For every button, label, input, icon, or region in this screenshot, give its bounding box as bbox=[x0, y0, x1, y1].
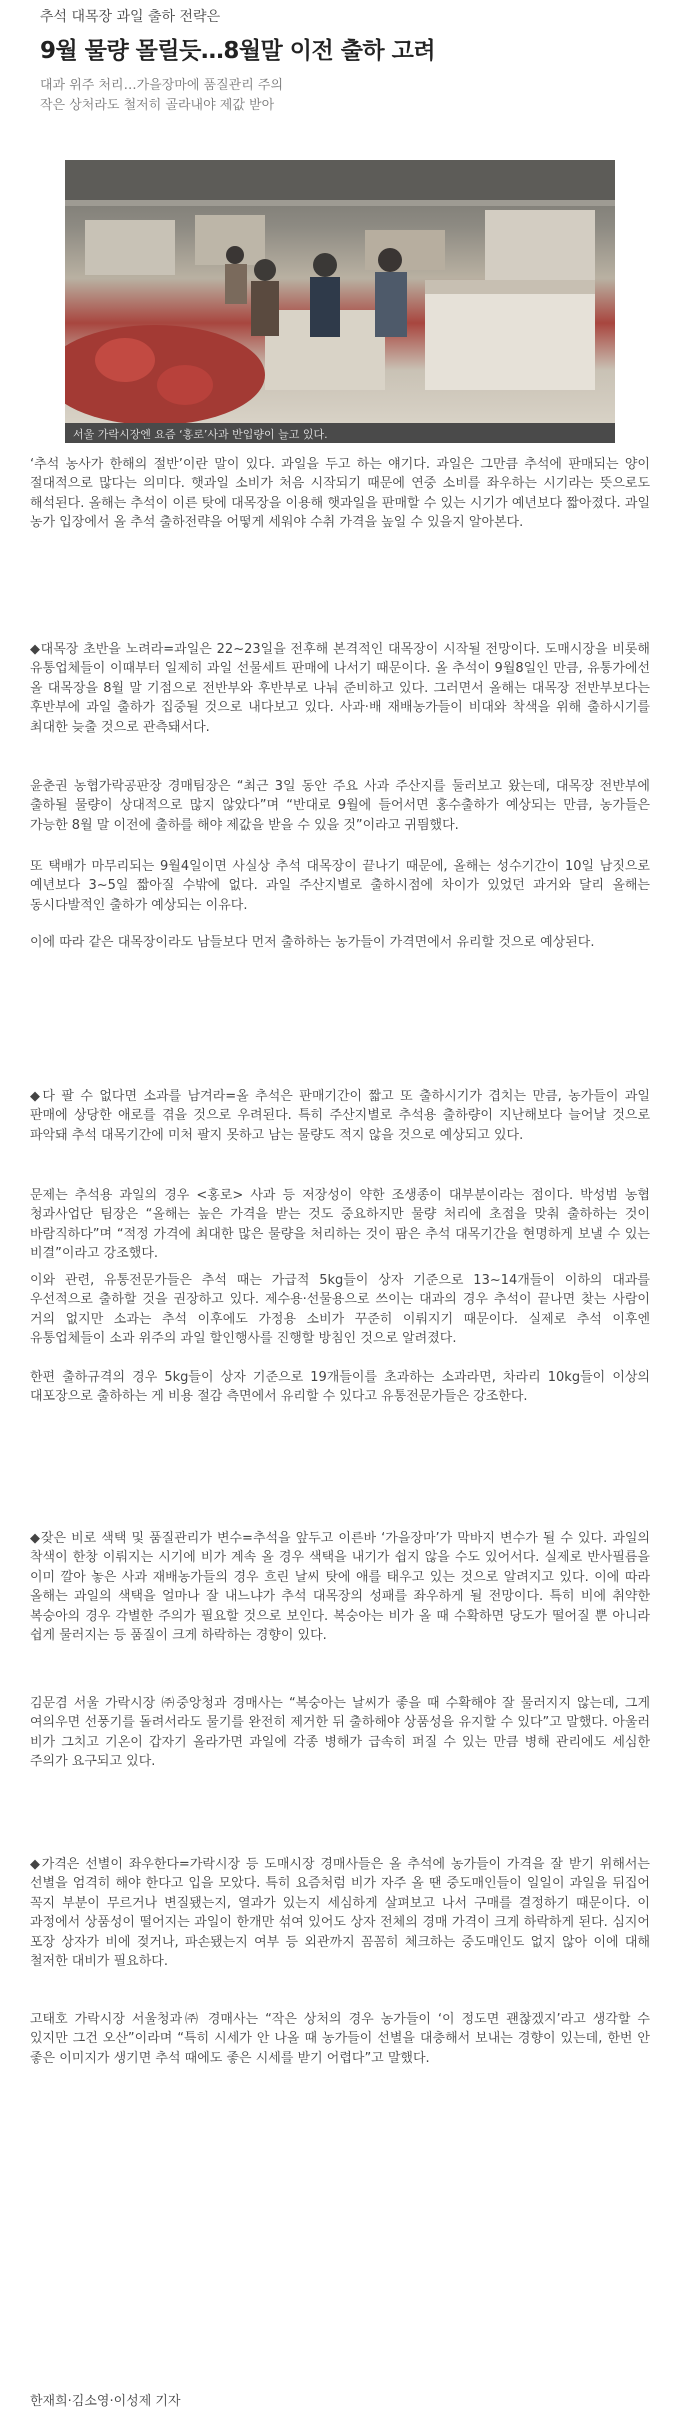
subhead-1: 대과 위주 처리…가을장마에 품질관리 주의 bbox=[40, 78, 284, 93]
article-paragraph: 이에 따라 같은 대목장이라도 남들보다 먼저 출하하는 농가들이 가격면에서 유리할 것으로 예상된다. bbox=[30, 935, 595, 950]
market-photo-illustration bbox=[65, 160, 615, 423]
article-headline: 9월 물량 몰릴듯…8월말 이전 출하 고려 bbox=[40, 38, 436, 64]
article-paragraph: ◆대목장 초반을 노려라=과일은 22~23일을 전후해 본격적인 대목장이 시작될 전망이다. 도매시장을 비롯해 유통업체들이 이때부터 일제히 과일 선물세트 판매에 나서기 때문이다. 올 추석이 9월8일인 만큼, 유통가에선 올 대목장을 8월 말 기점으로 전반부와 후반부로 나눠 준비하고 있다. 그러면서 올해는 대목장 전반부보다는 후반부에 과일 출하가 집중될 것으로 내다보고 있다. 사과·배 재배농가들이 비대와 착색을 위해 출하시기를 최대한 늦출 것으로 관측돼서다. bbox=[30, 642, 650, 735]
article-byline: 한재희·김소영·이성제 기자 bbox=[30, 2394, 181, 2409]
photo-caption-bar bbox=[65, 423, 615, 443]
subhead-2: 작은 상처라도 철저히 골라내야 제값 받아 bbox=[40, 98, 275, 113]
article-paragraph: 한편 출하규격의 경우 5kg들이 상자 기준으로 19개들이를 초과하는 소과라면, 차라리 10kg들이 이상의 대포장으로 출하하는 게 비용 절감 측면에서 유리할 수 있다고 유통전문가들은 강조한다. bbox=[30, 1370, 650, 1405]
article-paragraph: ◆잦은 비로 색택 및 품질관리가 변수=추석을 앞두고 이른바 ‘가을장마’가 막바지 변수가 될 수 있다. 과일의 착색이 한창 이뤄지는 시기에 비가 계속 올 경우 색택을 내기가 쉽지 않을 수도 있어서다. 실제로 반사필름을 이미 깔아 놓은 사과 재배농가들의 경우 흐린 날씨 탓에 애를 태우고 있는 것으로 알려지고 있다. 이에 따라 올해는 과일의 색택을 얼마나 잘 내느냐가 추석 대목장의 성패를 좌우하게 될 전망이다. 특히 비에 취약한 복숭아의 경우 각별한 주의가 필요할 것으로 보인다. 복숭아는 비가 올 때 수확하면 당도가 떨어질 뿐 아니라 쉽게 물러지는 등 품질이 크게 하락하는 경향이 있다. bbox=[30, 1531, 650, 1644]
article-kicker: 추석 대목장 과일 출하 전략은 bbox=[40, 9, 221, 25]
article-paragraph: 또 택배가 마무리되는 9월4일이면 사실상 추석 대목장이 끝나기 때문에, 올해는 성수기간이 10일 남짓으로 예년보다 3~5일 짧아질 수밖에 없다. 과일 주산지별로 출하시점에 차이가 있었던 과거와 달리 올해는 동시다발적인 출하가 예상되는 이유다. bbox=[30, 859, 650, 913]
market-photo bbox=[65, 160, 615, 423]
photo-caption: 서울 가락시장엔 요즘 ‘홍로’사과 반입량이 늘고 있다. bbox=[73, 428, 328, 441]
article-paragraph: 고태호 가락시장 서울청과㈜ 경매사는 “작은 상처의 경우 농가들이 ‘이 정도면 괜찮겠지’라고 생각할 수 있지만 그건 오산”이라며 “특히 시세가 안 나올 때 농가들이 선별을 대충해서 보내는 경향이 있는데, 한번 안 좋은 이미지가 생기면 추석 때에도 좋은 시세를 받기 어렵다”고 말했다. bbox=[30, 2012, 650, 2066]
article-paragraph: 이와 관련, 유통전문가들은 추석 때는 가급적 5kg들이 상자 기준으로 13~14개들이 이하의 대과를 우선적으로 출하할 것을 권장하고 있다. 제수용·선물용으로 쓰이는 대과의 경우 추석이 끝나면 찾는 사람이 거의 없지만 소과는 추석 이후에도 가정용 소비가 꾸준히 이뤄지기 때문이다. 실제로 추석 이후엔 유통업체들이 소과 위주의 과일 할인행사를 진행할 방침인 것으로 알려졌다. bbox=[30, 1273, 650, 1347]
article-paragraph: ◆가격은 선별이 좌우한다=가락시장 등 도매시장 경매사들은 올 추석에 농가들이 가격을 잘 받기 위해서는 선별을 엄격히 해야 한다고 입을 모았다. 특히 요즘처럼 비가 자주 올 땐 중도매인들이 일일이 과일을 뒤집어 꼭지 부분이 무르거나 변질됐는지, 열과가 있는지 세심하게 살펴보고 나서 구매를 결정하기 때문이다. 이 과정에서 상품성이 떨어지는 과일이 한개만 섞여 있어도 상자 전체의 경매 가격이 크게 하락하게 된다. 심지어 포장 상자가 비에 젖거나, 파손됐는지 여부 등 외관까지 꼼꼼히 체크하는 중도매인도 없지 않아 이에 대해 철저한 대비가 필요하다. bbox=[30, 1857, 650, 1970]
article-subheads bbox=[40, 76, 283, 116]
article-paragraph: ◆다 팔 수 없다면 소과를 남겨라=올 추석은 판매기간이 짧고 또 출하시기가 겹치는 만큼, 농가들이 과일 판매에 상당한 애로를 겪을 것으로 우려된다. 특히 주산지별로 추석용 출하량이 지난해보다 늘어날 것으로 파악돼 추석 대목기간에 미처 팔지 못하고 남는 물량도 적지 않을 것으로 예상되고 있다. bbox=[30, 1089, 650, 1143]
article-paragraph: 윤춘권 농협가락공판장 경매팀장은 “최근 3일 동안 주요 사과 주산지를 둘러보고 왔는데, 대목장 전반부에 출하될 물량이 상대적으로 많지 않았다”며 “반대로 9월에 들어서면 홍수출하가 예상되는 만큼, 농가들은 가능한 8월 말 이전에 출하를 해야 제값을 받을 수 있을 것”이라고 귀띔했다. bbox=[30, 779, 650, 833]
article-paragraph: ‘추석 농사가 한해의 절반’이란 말이 있다. 과일을 두고 하는 얘기다. 과일은 그만큼 추석에 판매되는 양이 절대적으로 많다는 의미다. 햇과일 소비가 처음 시작되기 때문에 연중 소비를 좌우하는 시기라는 뜻으로도 해석된다. 올해는 추석이 이른 탓에 대목장을 이용해 햇과일을 판매할 수 있는 시기가 예년보다 짧아졌다. 과일 농가 입장에서 올 추석 출하전략을 어떻게 세워야 수취 가격을 높일 수 있을지 알아본다. bbox=[30, 457, 650, 531]
article-paragraph: 문제는 추석용 과일의 경우 <홍로> 사과 등 저장성이 약한 조생종이 대부분이라는 점이다. 박성범 농협 청과사업단 팀장은 “올해는 높은 가격을 받는 것도 중요하지만 물량 처리에 초점을 맞춰 출하하는 것이 바람직하다”며 “적정 가격에 최대한 많은 물량을 처리하는 것이 팜은 추석 대목기간을 현명하게 보낼 수 있는 비결”이라고 강조했다. bbox=[30, 1188, 650, 1262]
article-paragraph: 김문겸 서울 가락시장 ㈜중앙청과 경매사는 “복숭아는 날씨가 좋을 때 수확해야 잘 물러지지 않는데, 그게 여의우면 선풍기를 돌려서라도 물기를 완전히 제거한 뒤 출하해야 상품성을 유지할 수 있다”고 말했다. 아울러 비가 그치고 기온이 갑자기 올라가면 과일에 각종 병해가 급속히 퍼질 수 있는 만큼 병해 관리에도 세심한 주의가 요구되고 있다. bbox=[30, 1696, 650, 1770]
